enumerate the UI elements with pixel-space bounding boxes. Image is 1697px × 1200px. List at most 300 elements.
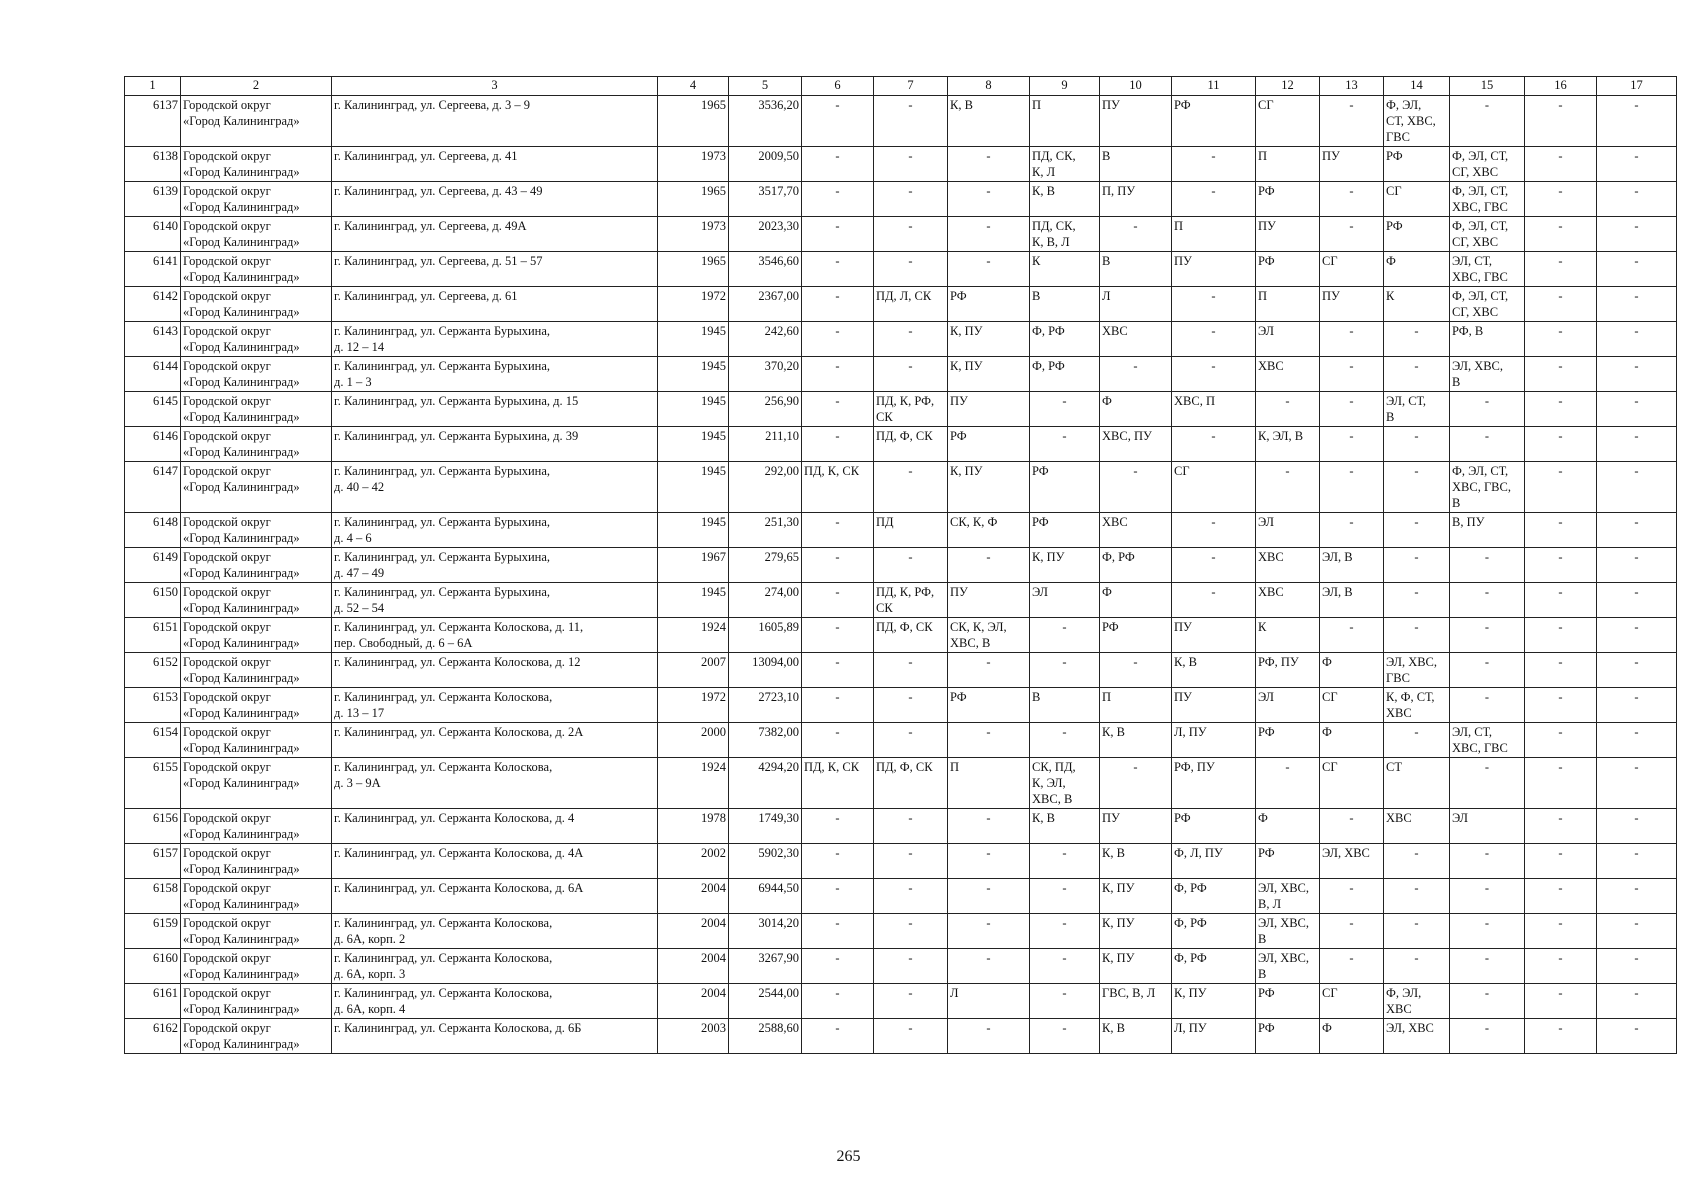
cell-area: 5902,30	[729, 844, 802, 879]
cell-col-17: -	[1597, 392, 1677, 427]
cell-col-12: РФ	[1256, 1019, 1320, 1054]
cell-area: 274,00	[729, 583, 802, 618]
cell-address: г. Калининград, ул. Сержанта Бурыхина, д. 40 – 42	[332, 462, 658, 513]
cell-col-6: -	[802, 287, 874, 322]
table-row	[125, 984, 1677, 1019]
cell-col-8: -	[948, 147, 1030, 182]
cell-col-6: -	[802, 392, 874, 427]
cell-col-11: К, ПУ	[1172, 984, 1256, 1019]
cell-municipality: Городской округ «Город Калининград»	[181, 879, 332, 914]
cell-col-7: -	[874, 879, 948, 914]
cell-col-17: -	[1597, 914, 1677, 949]
cell-col-7: ПД	[874, 513, 948, 548]
cell-col-6: -	[802, 809, 874, 844]
cell-col-15: -	[1450, 879, 1525, 914]
cell-col-13: ПУ	[1320, 147, 1384, 182]
cell-col-14: Ф	[1384, 252, 1450, 287]
cell-col-17: -	[1597, 984, 1677, 1019]
cell-row-number: 6141	[125, 252, 181, 287]
cell-col-7: ПД, Ф, СК	[874, 758, 948, 809]
cell-col-11: -	[1172, 357, 1256, 392]
cell-address: г. Калининград, ул. Сержанта Колоскова, д. 4А	[332, 844, 658, 879]
cell-col-10: -	[1100, 758, 1172, 809]
cell-row-number: 6159	[125, 914, 181, 949]
cell-col-13: -	[1320, 96, 1384, 147]
table-row	[125, 548, 1677, 583]
cell-col-10: К, В	[1100, 723, 1172, 758]
table-row	[125, 322, 1677, 357]
cell-col-11: Ф, РФ	[1172, 949, 1256, 984]
cell-col-10: Ф	[1100, 583, 1172, 618]
table-row	[125, 688, 1677, 723]
cell-col-15: Ф, ЭЛ, СТ, ХВС, ГВС, В	[1450, 462, 1525, 513]
cell-col-11: ПУ	[1172, 618, 1256, 653]
cell-municipality: Городской округ «Город Калининград»	[181, 583, 332, 618]
cell-col-14: -	[1384, 357, 1450, 392]
table-row	[125, 147, 1677, 182]
cell-col-10: -	[1100, 653, 1172, 688]
cell-col-9: К	[1030, 252, 1100, 287]
cell-row-number: 6157	[125, 844, 181, 879]
cell-address: г. Калининград, ул. Сергеева, д. 41	[332, 147, 658, 182]
table-row	[125, 809, 1677, 844]
cell-col-10: В	[1100, 252, 1172, 287]
cell-municipality: Городской округ «Город Калининград»	[181, 1019, 332, 1054]
cell-year-built: 1972	[658, 688, 729, 723]
cell-area: 3014,20	[729, 914, 802, 949]
cell-col-6: -	[802, 96, 874, 147]
table-row	[125, 392, 1677, 427]
cell-col-9: -	[1030, 1019, 1100, 1054]
cell-address: г. Калининград, ул. Сержанта Колоскова, д. 6А	[332, 879, 658, 914]
cell-col-16: -	[1525, 427, 1597, 462]
cell-row-number: 6160	[125, 949, 181, 984]
cell-col-15: -	[1450, 844, 1525, 879]
cell-col-13: -	[1320, 217, 1384, 252]
cell-row-number: 6148	[125, 513, 181, 548]
cell-col-10: -	[1100, 357, 1172, 392]
cell-col-9: СК, ПД, К, ЭЛ, ХВС, В	[1030, 758, 1100, 809]
cell-year-built: 1967	[658, 548, 729, 583]
cell-col-17: -	[1597, 809, 1677, 844]
cell-col-7: ПД, К, РФ, СК	[874, 583, 948, 618]
cell-year-built: 1945	[658, 583, 729, 618]
cell-municipality: Городской округ «Город Калининград»	[181, 548, 332, 583]
cell-col-17: -	[1597, 182, 1677, 217]
cell-col-12: РФ	[1256, 984, 1320, 1019]
cell-col-10: ПУ	[1100, 96, 1172, 147]
cell-col-7: ПД, К, РФ, СК	[874, 392, 948, 427]
cell-col-9: -	[1030, 392, 1100, 427]
cell-address: г. Калининград, ул. Сержанта Колоскова, д. 11, пер. Свободный, д. 6 – 6А	[332, 618, 658, 653]
cell-col-8: СК, К, Ф	[948, 513, 1030, 548]
cell-col-13: СГ	[1320, 758, 1384, 809]
cell-address: г. Калининград, ул. Сергеева, д. 43 – 49	[332, 182, 658, 217]
column-number-11: 11	[1172, 77, 1256, 96]
cell-col-9: В	[1030, 688, 1100, 723]
cell-col-12: П	[1256, 147, 1320, 182]
cell-col-6: -	[802, 147, 874, 182]
cell-col-11: К, В	[1172, 653, 1256, 688]
cell-col-8: -	[948, 252, 1030, 287]
cell-col-15: ЭЛ, СТ, ХВС, ГВС	[1450, 252, 1525, 287]
cell-col-9: Ф, РФ	[1030, 322, 1100, 357]
cell-col-16: -	[1525, 322, 1597, 357]
cell-col-7: -	[874, 914, 948, 949]
cell-area: 370,20	[729, 357, 802, 392]
cell-col-15: -	[1450, 1019, 1525, 1054]
cell-col-12: ХВС	[1256, 357, 1320, 392]
cell-col-14: -	[1384, 322, 1450, 357]
cell-col-13: ЭЛ, В	[1320, 548, 1384, 583]
cell-col-6: -	[802, 879, 874, 914]
cell-col-10: ХВС, ПУ	[1100, 427, 1172, 462]
column-number-7: 7	[874, 77, 948, 96]
table-row	[125, 844, 1677, 879]
cell-col-13: Ф	[1320, 653, 1384, 688]
cell-col-15: ЭЛ, СТ, ХВС, ГВС	[1450, 723, 1525, 758]
cell-col-11: ПУ	[1172, 252, 1256, 287]
cell-address: г. Калининград, ул. Сержанта Колоскова, д. 4	[332, 809, 658, 844]
table-row	[125, 583, 1677, 618]
column-number-15: 15	[1450, 77, 1525, 96]
cell-col-9: Ф, РФ	[1030, 357, 1100, 392]
cell-col-14: ХВС	[1384, 809, 1450, 844]
cell-area: 3267,90	[729, 949, 802, 984]
cell-col-13: -	[1320, 392, 1384, 427]
cell-col-11: П	[1172, 217, 1256, 252]
cell-area: 2723,10	[729, 688, 802, 723]
table-row	[125, 217, 1677, 252]
cell-col-12: П	[1256, 287, 1320, 322]
cell-municipality: Городской округ «Город Калининград»	[181, 252, 332, 287]
cell-col-17: -	[1597, 688, 1677, 723]
cell-col-15: В, ПУ	[1450, 513, 1525, 548]
cell-area: 3536,20	[729, 96, 802, 147]
cell-municipality: Городской округ «Город Калининград»	[181, 322, 332, 357]
column-number-8: 8	[948, 77, 1030, 96]
cell-address: г. Калининград, ул. Сержанта Бурыхина, д. 1 – 3	[332, 357, 658, 392]
cell-col-13: Ф	[1320, 723, 1384, 758]
cell-col-8: -	[948, 723, 1030, 758]
cell-year-built: 1978	[658, 809, 729, 844]
cell-address: г. Калининград, ул. Сергеева, д. 51 – 57	[332, 252, 658, 287]
cell-year-built: 1965	[658, 96, 729, 147]
cell-col-16: -	[1525, 462, 1597, 513]
cell-col-13: -	[1320, 462, 1384, 513]
cell-area: 2367,00	[729, 287, 802, 322]
cell-row-number: 6143	[125, 322, 181, 357]
cell-col-6: -	[802, 583, 874, 618]
cell-col-15: -	[1450, 914, 1525, 949]
cell-col-15: -	[1450, 96, 1525, 147]
cell-row-number: 6142	[125, 287, 181, 322]
cell-address: г. Калининград, ул. Сержанта Колоскова, д. 6А, корп. 3	[332, 949, 658, 984]
register-sheet	[124, 76, 1677, 1054]
cell-col-10: ГВС, В, Л	[1100, 984, 1172, 1019]
cell-year-built: 1945	[658, 357, 729, 392]
cell-col-10: П	[1100, 688, 1172, 723]
cell-col-13: ЭЛ, В	[1320, 583, 1384, 618]
cell-col-15: Ф, ЭЛ, СТ, СГ, ХВС	[1450, 217, 1525, 252]
cell-year-built: 1924	[658, 758, 729, 809]
cell-col-13: -	[1320, 322, 1384, 357]
cell-year-built: 2000	[658, 723, 729, 758]
cell-col-14: -	[1384, 548, 1450, 583]
cell-col-7: -	[874, 96, 948, 147]
table-row	[125, 723, 1677, 758]
cell-year-built: 2004	[658, 949, 729, 984]
cell-col-11: РФ, ПУ	[1172, 758, 1256, 809]
cell-col-8: РФ	[948, 287, 1030, 322]
cell-col-11: -	[1172, 583, 1256, 618]
cell-col-14: К, Ф, СТ, ХВС	[1384, 688, 1450, 723]
cell-col-7: -	[874, 688, 948, 723]
cell-year-built: 1945	[658, 427, 729, 462]
cell-col-12: СГ	[1256, 96, 1320, 147]
cell-col-15: -	[1450, 949, 1525, 984]
cell-col-8: ПУ	[948, 392, 1030, 427]
cell-municipality: Городской округ «Город Калининград»	[181, 427, 332, 462]
cell-area: 251,30	[729, 513, 802, 548]
table-row	[125, 653, 1677, 688]
cell-col-11: СГ	[1172, 462, 1256, 513]
cell-year-built: 1972	[658, 287, 729, 322]
cell-col-17: -	[1597, 217, 1677, 252]
cell-col-17: -	[1597, 844, 1677, 879]
cell-col-16: -	[1525, 758, 1597, 809]
cell-col-12: ЭЛ, ХВС, В, Л	[1256, 879, 1320, 914]
cell-col-9: -	[1030, 427, 1100, 462]
cell-col-12: ЭЛ, ХВС, В	[1256, 949, 1320, 984]
cell-col-8: К, ПУ	[948, 357, 1030, 392]
cell-col-6: -	[802, 357, 874, 392]
cell-col-11: -	[1172, 548, 1256, 583]
cell-col-17: -	[1597, 723, 1677, 758]
cell-address: г. Калининград, ул. Сержанта Колоскова, д. 12	[332, 653, 658, 688]
cell-col-9: ПД, СК, К, Л	[1030, 147, 1100, 182]
cell-col-9: РФ	[1030, 462, 1100, 513]
column-number-row	[125, 77, 1677, 96]
cell-address: г. Калининград, ул. Сержанта Колоскова, д. 6А, корп. 2	[332, 914, 658, 949]
cell-row-number: 6137	[125, 96, 181, 147]
cell-col-14: -	[1384, 513, 1450, 548]
cell-address: г. Калининград, ул. Сержанта Бурыхина, д. 52 – 54	[332, 583, 658, 618]
cell-col-17: -	[1597, 513, 1677, 548]
cell-col-10: К, В	[1100, 1019, 1172, 1054]
cell-col-17: -	[1597, 583, 1677, 618]
cell-col-11: -	[1172, 182, 1256, 217]
cell-year-built: 2002	[658, 844, 729, 879]
cell-col-13: -	[1320, 949, 1384, 984]
cell-col-9: В	[1030, 287, 1100, 322]
cell-col-15: Ф, ЭЛ, СТ, СГ, ХВС	[1450, 147, 1525, 182]
cell-col-16: -	[1525, 513, 1597, 548]
cell-row-number: 6150	[125, 583, 181, 618]
cell-area: 7382,00	[729, 723, 802, 758]
cell-col-10: П, ПУ	[1100, 182, 1172, 217]
cell-col-6: ПД, К, СК	[802, 462, 874, 513]
cell-col-8: -	[948, 844, 1030, 879]
cell-address: г. Калининград, ул. Сержанта Колоскова, д. 6Б	[332, 1019, 658, 1054]
cell-col-7: -	[874, 1019, 948, 1054]
cell-col-9: -	[1030, 879, 1100, 914]
cell-col-14: РФ	[1384, 147, 1450, 182]
cell-col-7: -	[874, 357, 948, 392]
table-row	[125, 182, 1677, 217]
cell-col-7: -	[874, 723, 948, 758]
cell-col-13: -	[1320, 879, 1384, 914]
cell-area: 3546,60	[729, 252, 802, 287]
cell-col-8: К, ПУ	[948, 322, 1030, 357]
cell-municipality: Городской округ «Город Калининград»	[181, 688, 332, 723]
cell-col-14: ЭЛ, ХВС, ГВС	[1384, 653, 1450, 688]
cell-col-6: -	[802, 252, 874, 287]
cell-col-7: -	[874, 844, 948, 879]
table-row	[125, 618, 1677, 653]
cell-col-8: РФ	[948, 688, 1030, 723]
cell-col-17: -	[1597, 147, 1677, 182]
cell-municipality: Городской округ «Город Калининград»	[181, 182, 332, 217]
cell-col-14: -	[1384, 427, 1450, 462]
cell-col-13: Ф	[1320, 1019, 1384, 1054]
cell-col-15: -	[1450, 548, 1525, 583]
cell-municipality: Городской округ «Город Калининград»	[181, 844, 332, 879]
cell-col-7: ПД, Ф, СК	[874, 618, 948, 653]
column-number-12: 12	[1256, 77, 1320, 96]
cell-col-10: К, ПУ	[1100, 914, 1172, 949]
cell-col-10: Ф, РФ	[1100, 548, 1172, 583]
cell-col-15: Ф, ЭЛ, СТ, СГ, ХВС	[1450, 287, 1525, 322]
cell-col-8: К, ПУ	[948, 462, 1030, 513]
cell-col-6: -	[802, 653, 874, 688]
table-row	[125, 1019, 1677, 1054]
cell-col-10: К, ПУ	[1100, 879, 1172, 914]
cell-col-6: -	[802, 914, 874, 949]
cell-col-13: СГ	[1320, 252, 1384, 287]
cell-address: г. Калининград, ул. Сергеева, д. 61	[332, 287, 658, 322]
cell-col-13: -	[1320, 914, 1384, 949]
cell-col-14: СТ	[1384, 758, 1450, 809]
cell-col-8: К, В	[948, 96, 1030, 147]
cell-row-number: 6154	[125, 723, 181, 758]
cell-col-11: ХВС, П	[1172, 392, 1256, 427]
cell-col-11: -	[1172, 322, 1256, 357]
cell-area: 2544,00	[729, 984, 802, 1019]
cell-col-15: -	[1450, 583, 1525, 618]
cell-col-14: ЭЛ, ХВС	[1384, 1019, 1450, 1054]
cell-area: 2009,50	[729, 147, 802, 182]
cell-col-11: -	[1172, 427, 1256, 462]
cell-col-7: ПД, Л, СК	[874, 287, 948, 322]
cell-col-16: -	[1525, 723, 1597, 758]
register-table	[124, 76, 1677, 1054]
cell-col-8: Л	[948, 984, 1030, 1019]
cell-col-7: -	[874, 548, 948, 583]
cell-col-12: РФ	[1256, 252, 1320, 287]
cell-municipality: Городской округ «Город Калининград»	[181, 984, 332, 1019]
cell-col-7: -	[874, 217, 948, 252]
cell-col-8: -	[948, 217, 1030, 252]
cell-year-built: 2003	[658, 1019, 729, 1054]
cell-col-12: ХВС	[1256, 583, 1320, 618]
cell-col-16: -	[1525, 984, 1597, 1019]
cell-col-14: Ф, ЭЛ, СТ, ХВС, ГВС	[1384, 96, 1450, 147]
cell-col-8: П	[948, 758, 1030, 809]
column-number-14: 14	[1384, 77, 1450, 96]
cell-col-16: -	[1525, 688, 1597, 723]
cell-col-12: -	[1256, 758, 1320, 809]
cell-col-8: -	[948, 949, 1030, 984]
cell-col-17: -	[1597, 357, 1677, 392]
cell-col-6: -	[802, 427, 874, 462]
cell-col-8: -	[948, 548, 1030, 583]
cell-col-11: -	[1172, 513, 1256, 548]
cell-col-13: -	[1320, 618, 1384, 653]
cell-row-number: 6151	[125, 618, 181, 653]
cell-year-built: 2004	[658, 914, 729, 949]
cell-col-10: -	[1100, 217, 1172, 252]
column-number-4: 4	[658, 77, 729, 96]
cell-address: г. Калининград, ул. Сержанта Колоскова, д. 13 – 17	[332, 688, 658, 723]
cell-col-9: -	[1030, 653, 1100, 688]
cell-col-9: К, В	[1030, 809, 1100, 844]
cell-col-13: ЭЛ, ХВС	[1320, 844, 1384, 879]
cell-area: 6944,50	[729, 879, 802, 914]
cell-col-16: -	[1525, 357, 1597, 392]
cell-col-16: -	[1525, 914, 1597, 949]
cell-area: 292,00	[729, 462, 802, 513]
cell-col-9: П	[1030, 96, 1100, 147]
table-row	[125, 252, 1677, 287]
cell-col-15: -	[1450, 984, 1525, 1019]
cell-year-built: 1973	[658, 147, 729, 182]
cell-col-9: -	[1030, 723, 1100, 758]
cell-col-15: -	[1450, 653, 1525, 688]
cell-municipality: Городской округ «Город Калининград»	[181, 392, 332, 427]
cell-area: 256,90	[729, 392, 802, 427]
cell-col-13: -	[1320, 357, 1384, 392]
cell-address: г. Калининград, ул. Сергеева, д. 49А	[332, 217, 658, 252]
cell-address: г. Калининград, ул. Сержанта Бурыхина, д. 4 – 6	[332, 513, 658, 548]
cell-col-7: -	[874, 949, 948, 984]
cell-year-built: 2007	[658, 653, 729, 688]
cell-row-number: 6145	[125, 392, 181, 427]
table-row	[125, 287, 1677, 322]
cell-col-6: -	[802, 217, 874, 252]
cell-col-11: ПУ	[1172, 688, 1256, 723]
cell-col-16: -	[1525, 809, 1597, 844]
cell-address: г. Калининград, ул. Сержанта Колоскова, д. 2А	[332, 723, 658, 758]
cell-col-12: -	[1256, 392, 1320, 427]
cell-col-12: РФ	[1256, 182, 1320, 217]
cell-col-16: -	[1525, 844, 1597, 879]
cell-address: г. Калининград, ул. Сержанта Бурыхина, д. 39	[332, 427, 658, 462]
cell-col-15: ЭЛ	[1450, 809, 1525, 844]
cell-col-9: К, В	[1030, 182, 1100, 217]
cell-col-12: ЭЛ, ХВС, В	[1256, 914, 1320, 949]
cell-col-6: -	[802, 688, 874, 723]
cell-col-9: ПД, СК, К, В, Л	[1030, 217, 1100, 252]
cell-col-15: -	[1450, 392, 1525, 427]
cell-col-14: РФ	[1384, 217, 1450, 252]
cell-col-16: -	[1525, 147, 1597, 182]
cell-col-17: -	[1597, 618, 1677, 653]
table-row	[125, 513, 1677, 548]
cell-row-number: 6146	[125, 427, 181, 462]
cell-col-10: ПУ	[1100, 809, 1172, 844]
cell-year-built: 1945	[658, 513, 729, 548]
